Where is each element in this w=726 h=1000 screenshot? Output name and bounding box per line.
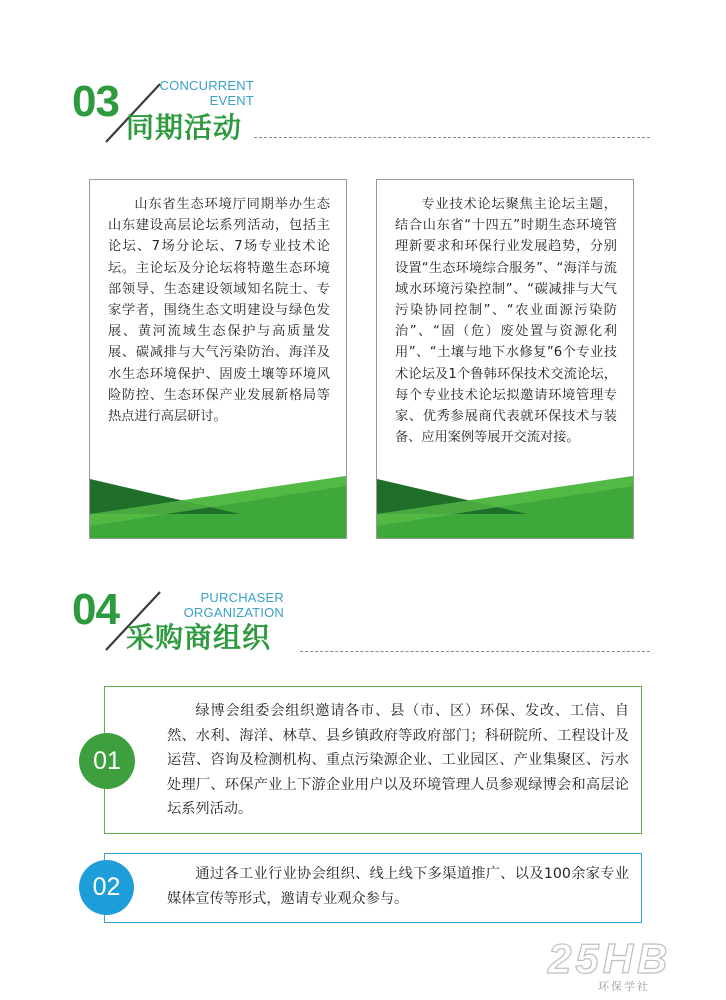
section-03-title: 同期活动 [126, 111, 243, 144]
section-03-number: 03 [72, 77, 119, 126]
section-03-english-line2: EVENT [209, 93, 254, 108]
card-right-text: 专业技术论坛聚焦主论坛主题，结合山东省“十四五”时期生态环境管理新要求和环保行业发展趋势，分别设置“生态环境综合服务”、“海洋与流域水环境污染控制”、“碳减排与大气污染协同控制”、“农业面源污染防治”、“固（危）废处置与资源化利用”、“土壤与地下水修复”6个专业技术论坛及1个鲁韩环保技术交流论坛，每个专业技术论坛拟邀请环境管理专家、优秀参展商代表就环保技术与装备、应用案例等展开交流对接。 [395, 197, 617, 446]
purchaser-item-1 [104, 686, 642, 834]
section-04-title: 采购商组织 [126, 621, 272, 654]
section-03-english-title [130, 78, 254, 108]
section-03-english-line1: CONCURRENT [159, 78, 254, 93]
purchaser-item-1-text: 绿博会组委会组织邀请各市、县（市、区）环保、发改、工信、自然、水利、海洋、林草、县乡镇政府等政府部门；科研院所、工程设计及运营、咨询及检测机构、重点污染源企业、工业园区、产业集聚区、污水处理厂、环保产业上下游企业用户以及环境管理人员参观绿博会和高层论坛系列活动。 [167, 703, 629, 818]
section-04-divider [300, 651, 650, 652]
concurrent-event-card-right [376, 179, 634, 539]
section-04-number: 04 [72, 585, 119, 634]
section-04-english-line1: PURCHASER [200, 590, 284, 605]
watermark-caption: 环保学社 [598, 980, 650, 993]
purchaser-item-2-text: 通过各工业行业协会组织、线上线下多渠道推广、以及100余家专业媒体宣传等形式，邀请专业观众参与。 [167, 866, 629, 907]
section-04-english-line2: ORGANIZATION [183, 605, 284, 620]
section-04-english-title [154, 590, 284, 620]
purchaser-item-2-badge-number: 02 [92, 873, 121, 901]
purchaser-item-1-badge [79, 733, 135, 789]
card-right-green-decoration [377, 474, 633, 538]
purchaser-item-1-badge-number: 01 [93, 746, 121, 775]
card-left-green-decoration [90, 474, 346, 538]
concurrent-event-card-left [89, 179, 347, 539]
purchaser-item-2 [104, 853, 642, 923]
section-03-divider [254, 137, 650, 138]
watermark-logo: 25HB [548, 935, 672, 982]
purchaser-item-2-badge [79, 860, 134, 915]
card-left-text: 山东省生态环境厅同期举办生态山东建设高层论坛系列活动，包括主论坛、7场分论坛、7场专业技术论坛。主论坛及分论坛将特邀生态环境部领导、生态建设领域知名院士、专家学者，围绕生态文明建设与绿色发展、黄河流域生态保护与高质量发展、碳减排与大气污染防治、海洋及水生态环境保护、固废土壤等环境风险防控、生态环保产业发展新格局等热点进行高层研讨。 [108, 197, 330, 425]
